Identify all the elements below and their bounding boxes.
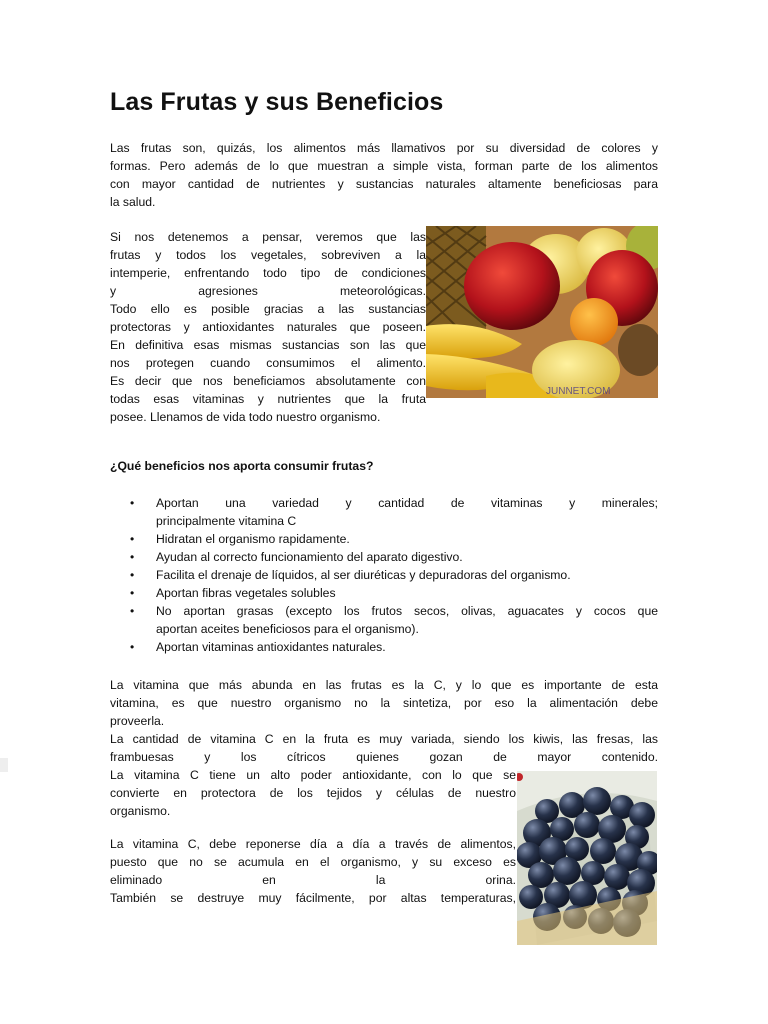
bullet-icon: • (130, 568, 135, 582)
p3-line: vitamina, es que nuestro organismo no la sintetiza, por eso la alimentación debe (110, 696, 658, 710)
blueberries-photo (517, 771, 657, 945)
p2-line: En definitiva esas mismas sustancias son las que (110, 338, 426, 352)
p6-line: También se destruye muy fácilmente, por altas temperaturas, (110, 891, 516, 905)
p2-line: y agresiones meteorológicas. (110, 284, 426, 298)
p3-line: La vitamina que más abunda en las frutas es la C, y lo que es importante de esta (110, 678, 658, 692)
list-item (110, 548, 658, 566)
p5-line: convierte en protectora de los tejidos y células de nuestro (110, 786, 516, 800)
p2-line: intemperie, enfrentando todo tipo de condiciones (110, 266, 426, 280)
p2-line: nos protegen cuando consumimos el alimento. (110, 356, 426, 370)
page-title: Las Frutas y sus Beneficios (110, 88, 444, 116)
intro-paragraph (110, 139, 658, 211)
list-item-text: Aportan vitaminas antioxidantes naturales. (156, 640, 386, 654)
antioxidant-paragraph (110, 766, 516, 820)
blueberry (629, 802, 655, 828)
blueberry (590, 838, 616, 864)
p2-line: protectoras y antioxidantes naturales que poseen. (110, 320, 426, 334)
p5-line: La vitamina C tiene un alto poder antioxidante, con lo que se (110, 768, 516, 782)
fruit-photo (426, 226, 658, 398)
list-item-text: Ayudan al correcto funcionamiento del aparato digestivo. (156, 550, 463, 564)
blueberry (583, 787, 611, 815)
bullet-icon: • (130, 586, 135, 600)
p2-line: posee. Llenamos de vida todo nuestro organismo. (110, 410, 381, 424)
bullet-icon: • (130, 604, 135, 618)
vitamin-c-paragraph (110, 676, 658, 730)
p6-line: eliminado en la orina. (110, 873, 516, 887)
list-item (110, 602, 658, 638)
list-item-text: Facilita el drenaje de líquidos, al ser diuréticas y depuradoras del organismo. (156, 568, 571, 582)
list-item-text: Hidratan el organismo rapidamente. (156, 532, 350, 546)
list-item (110, 530, 658, 548)
list-item (110, 584, 658, 602)
bullet-icon: • (130, 532, 135, 546)
list-item (110, 494, 658, 530)
p2-line: frutas y todos los vegetales, sobreviven a la (110, 248, 426, 262)
list-item-text: Aportan fibras vegetales solubles (156, 586, 336, 600)
p1-line: la salud. (110, 195, 156, 209)
bullet-icon: • (130, 640, 135, 654)
p2-line: Todo ello es posible gracias a las sustancias (110, 302, 426, 316)
benefits-subtitle: ¿Qué beneficios nos aporta consumir frutas? (110, 459, 374, 473)
p5-line: organismo. (110, 804, 171, 818)
page-edge-marker (0, 758, 8, 772)
list-item-text: No aportan grasas (excepto los frutos secos, olivas, aguacates y cocos que (156, 604, 658, 618)
p2-line: Si nos detenemos a pensar, veremos que las (110, 230, 426, 244)
vitamin-c-content-paragraph (110, 730, 658, 766)
list-item (110, 638, 658, 656)
p6-line: La vitamina C, debe reponerse día a día a través de alimentos, (110, 837, 516, 851)
benefits-list (110, 494, 658, 656)
blueberry (574, 812, 600, 838)
blueberry (604, 864, 630, 890)
p1-line: formas. Pero además de lo que muestran a simple vista, forman parte de los alimentos (110, 159, 658, 173)
list-item (110, 566, 658, 584)
bullet-icon: • (130, 496, 135, 510)
p3-line: proveerla. (110, 714, 165, 728)
replenish-paragraph (110, 835, 516, 907)
p1-line: con mayor cantidad de nutrientes y sustancias naturales altamente beneficiosas para (110, 177, 658, 191)
p2-line: Es decir que nos beneficiamos absolutamente con (110, 374, 426, 388)
p6-line: puesto que no se acumula en el organismo, y su exceso es (110, 855, 516, 869)
vegetables-paragraph (110, 228, 426, 426)
p4-line: frambuesas y los cítricos quienes gozan de mayor contenido. (110, 750, 658, 764)
fruit-photo-watermark: JUNNET.COM (546, 386, 611, 397)
p2-line: todas esas vitaminas y nutrientes que la fruta (110, 392, 426, 406)
p4-line: La cantidad de vitamina C en la fruta es muy variada, siendo los kiwis, las fresas, las (110, 732, 658, 746)
bullet-icon: • (130, 550, 135, 564)
blueberry (553, 857, 581, 885)
list-item-text: aportan aceites beneficiosos para el organismo). (156, 622, 419, 636)
list-item-text: principalmente vitamina C (156, 514, 297, 528)
p1-line: Las frutas son, quizás, los alimentos más llamativos por su diversidad de colores y (110, 141, 658, 155)
list-item-text: Aportan una variedad y cantidad de vitaminas y minerales; (156, 496, 658, 510)
